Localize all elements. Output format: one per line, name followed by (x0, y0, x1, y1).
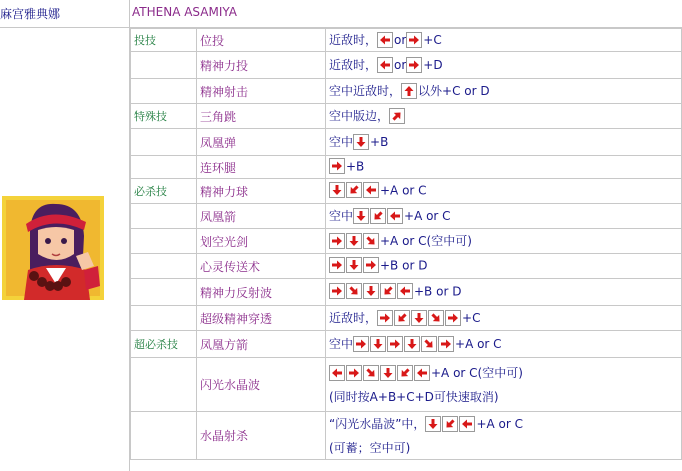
move-name: 连环腿 (197, 156, 326, 179)
move-name: 精神力投 (197, 52, 326, 79)
left-arrow-icon (387, 208, 403, 224)
move-name: 精神力球 (197, 179, 326, 204)
left-arrow-icon (397, 283, 413, 299)
move-input (326, 156, 682, 179)
move-row (131, 104, 682, 129)
down-arrow-icon (404, 336, 420, 352)
right-arrow-icon (406, 57, 422, 73)
downright-arrow-icon (428, 310, 444, 326)
right-arrow-icon (377, 310, 393, 326)
move-input (326, 254, 682, 279)
left-arrow-icon (414, 365, 430, 381)
move-input (326, 358, 682, 412)
move-category: 超必杀技 (131, 331, 197, 358)
right-arrow-icon (353, 336, 369, 352)
move-input (326, 179, 682, 204)
down-arrow-icon (380, 365, 396, 381)
move-name: 凤凰箭 (197, 204, 326, 229)
move-name: 水晶射杀 (197, 412, 326, 460)
input-text: 空中 (329, 209, 354, 224)
right-arrow-icon (363, 257, 379, 273)
move-name: 精神力反射波 (197, 279, 326, 306)
move-name: 心灵传送术 (197, 254, 326, 279)
move-category (131, 52, 197, 79)
downleft-arrow-icon (370, 208, 386, 224)
input-text: 以外+C or D (418, 84, 490, 99)
input-text: +B or D (380, 258, 428, 273)
move-input (326, 129, 682, 156)
input-text: 空中 (329, 135, 354, 150)
move-row (131, 412, 682, 460)
move-category (131, 79, 197, 104)
move-input (326, 29, 682, 52)
move-row (131, 156, 682, 179)
move-category: 投技 (131, 29, 197, 52)
right-arrow-icon (329, 283, 345, 299)
down-arrow-icon (370, 336, 386, 352)
downleft-arrow-icon (346, 182, 362, 198)
down-arrow-icon (329, 182, 345, 198)
right-arrow-icon (445, 310, 461, 326)
move-category (131, 279, 197, 306)
move-category (131, 254, 197, 279)
move-row (131, 279, 682, 306)
right-arrow-icon (406, 32, 422, 48)
down-arrow-icon (411, 310, 427, 326)
down-arrow-icon (346, 257, 362, 273)
input-text: 近敌时， (329, 311, 378, 326)
move-row (131, 331, 682, 358)
input-text: +A or C (455, 337, 502, 352)
downright-arrow-icon (363, 233, 379, 249)
move-row (131, 129, 682, 156)
move-input (326, 79, 682, 104)
down-arrow-icon (353, 134, 369, 150)
down-arrow-icon (346, 233, 362, 249)
move-category (131, 412, 197, 460)
input-text: “闪光水晶波”中， (329, 417, 426, 432)
character-name-en: ATHENA ASAMIYA (132, 5, 237, 19)
input-text: +C (462, 311, 481, 326)
input-text: +C (423, 33, 442, 48)
move-category (131, 156, 197, 179)
input-text: +A or C(空中可) (380, 234, 472, 249)
move-row (131, 29, 682, 52)
move-category (131, 306, 197, 331)
move-input (326, 229, 682, 254)
input-text: +B (346, 159, 365, 174)
move-input (326, 279, 682, 306)
input-text: 空中 (329, 337, 354, 352)
move-category: 必杀技 (131, 179, 197, 204)
right-arrow-icon (387, 336, 403, 352)
move-input (326, 412, 682, 460)
downleft-arrow-icon (380, 283, 396, 299)
character-portrait (2, 196, 104, 300)
input-text: 近敌时， (329, 33, 378, 48)
move-row (131, 358, 682, 412)
left-arrow-icon (459, 416, 475, 432)
downright-arrow-icon (363, 365, 379, 381)
input-text: 空中版边， (329, 109, 390, 124)
input-text: +D (423, 58, 443, 73)
move-name: 凤凰方箭 (197, 331, 326, 358)
downleft-arrow-icon (442, 416, 458, 432)
move-table (130, 28, 682, 460)
move-category (131, 229, 197, 254)
right-arrow-icon (329, 158, 345, 174)
move-name: 三角跳 (197, 104, 326, 129)
input-text: or (394, 58, 407, 73)
move-input (326, 52, 682, 79)
input-text: +A or C (476, 417, 523, 432)
input-text: +B (370, 135, 389, 150)
downleft-arrow-icon (394, 310, 410, 326)
up-arrow-icon (401, 83, 417, 99)
move-name: 划空光剑 (197, 229, 326, 254)
input-text: +A or C (404, 209, 451, 224)
move-name: 凤凰弹 (197, 129, 326, 156)
move-input (326, 331, 682, 358)
move-row (131, 204, 682, 229)
move-input (326, 204, 682, 229)
move-category (131, 129, 197, 156)
input-text: +B or D (414, 284, 462, 299)
left-arrow-icon (377, 57, 393, 73)
move-row (131, 79, 682, 104)
downright-arrow-icon (346, 283, 362, 299)
move-name: 精神射击 (197, 79, 326, 104)
input-text: +A or C (380, 183, 427, 198)
left-arrow-icon (363, 182, 379, 198)
right-arrow-icon (329, 257, 345, 273)
right-arrow-icon (346, 365, 362, 381)
header-bar (0, 0, 682, 28)
right-arrow-icon (438, 336, 454, 352)
input-text: 空中近敌时， (329, 84, 402, 99)
move-row (131, 306, 682, 331)
upright-arrow-icon (389, 108, 405, 124)
move-name: 闪光水晶波 (197, 358, 326, 412)
move-category (131, 204, 197, 229)
input-text: +A or C(空中可) (431, 366, 523, 381)
move-input (326, 104, 682, 129)
left-arrow-icon (329, 365, 345, 381)
move-row (131, 254, 682, 279)
move-row (131, 179, 682, 204)
move-input (326, 306, 682, 331)
right-arrow-icon (329, 233, 345, 249)
move-row (131, 52, 682, 79)
down-arrow-icon (353, 208, 369, 224)
input-text: or (394, 33, 407, 48)
move-category (131, 358, 197, 412)
move-name: 位投 (197, 29, 326, 52)
move-category: 特殊技 (131, 104, 197, 129)
downright-arrow-icon (421, 336, 437, 352)
character-name-cn: 麻宫雅典娜 (0, 7, 61, 21)
downleft-arrow-icon (397, 365, 413, 381)
move-note: (可蓄；空中可) (329, 440, 411, 455)
left-arrow-icon (377, 32, 393, 48)
move-row (131, 229, 682, 254)
input-text: 近敌时， (329, 58, 378, 73)
down-arrow-icon (425, 416, 441, 432)
down-arrow-icon (363, 283, 379, 299)
move-name: 超级精神穿透 (197, 306, 326, 331)
move-note: (同时按A+B+C+D可快速取消) (329, 389, 499, 404)
